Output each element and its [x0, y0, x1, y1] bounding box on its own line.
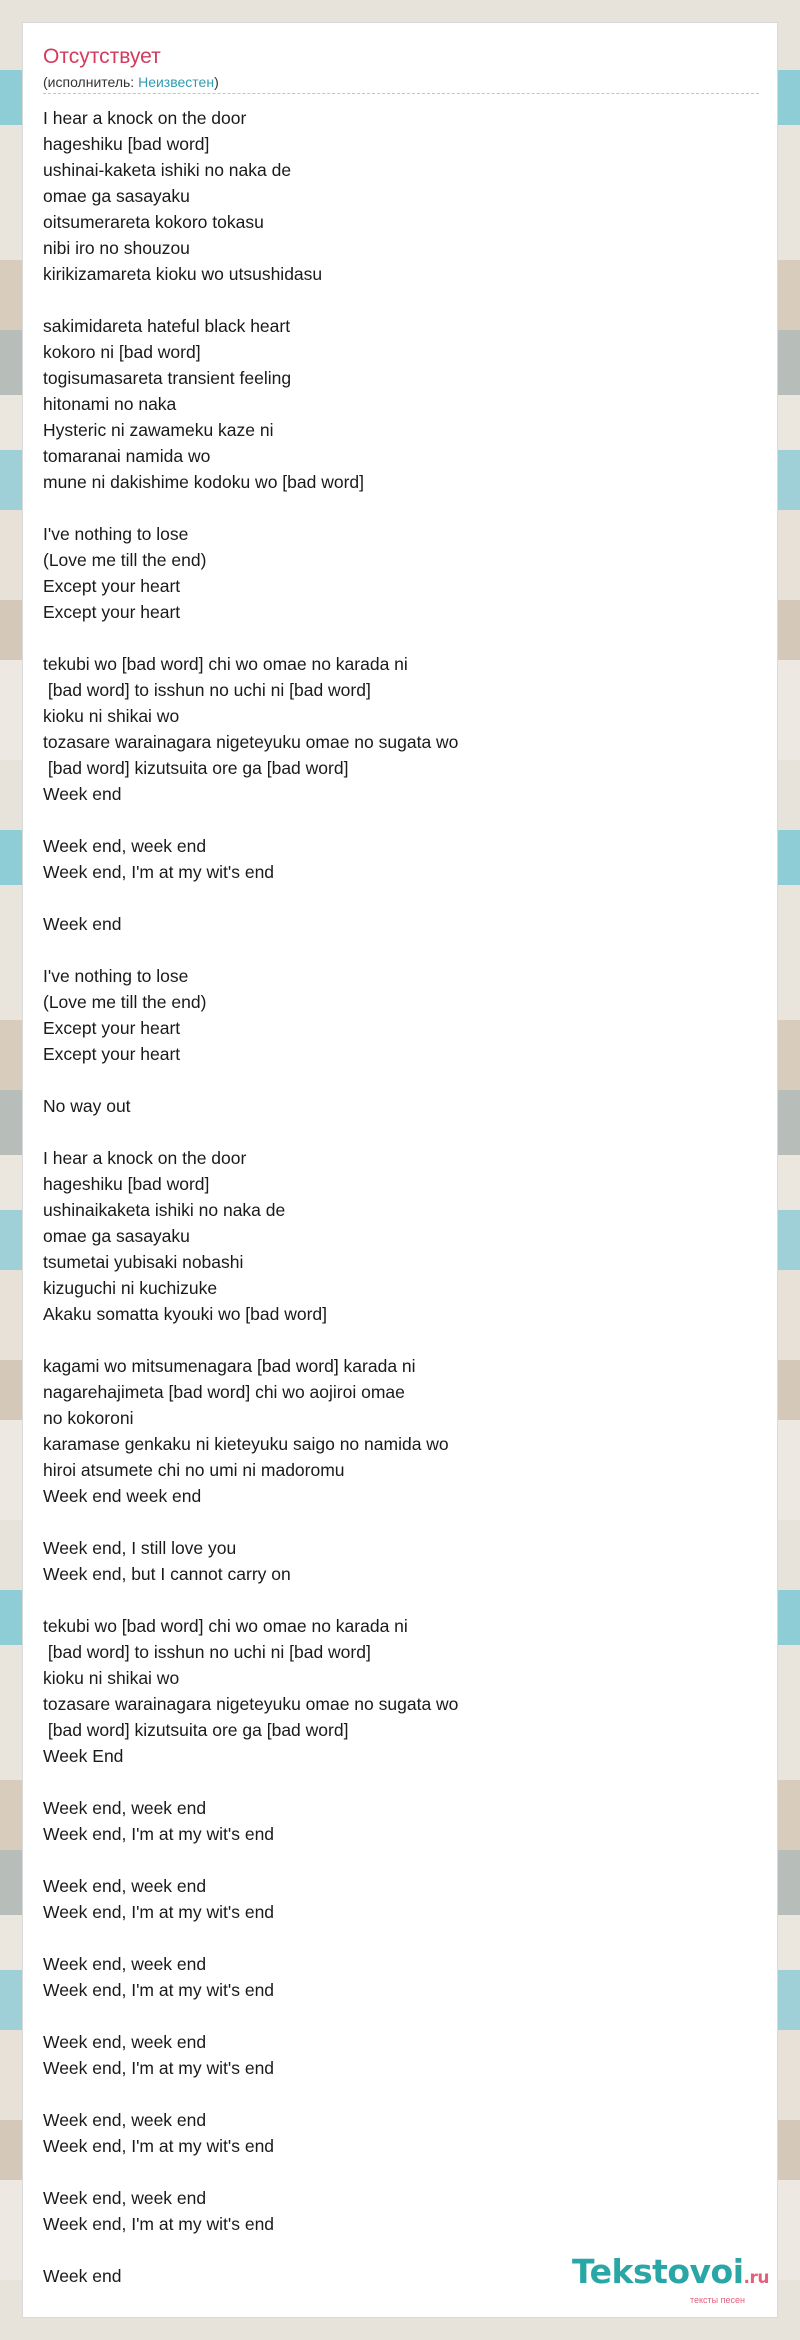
lyric-line: hageshiku [bad word] [43, 1174, 210, 1194]
lyric-line: Week end, week end [43, 2032, 207, 2052]
lyric-line: kioku ni shikai wo [43, 1668, 180, 1688]
lyric-line: Week end, I'm at my wit's end [43, 1980, 275, 2000]
lyric-line: Week end, I still love you [43, 1538, 237, 1558]
lyric-line: Week end, I'm at my wit's end [43, 2136, 275, 2156]
lyric-line: Week end, I'm at my wit's end [43, 862, 275, 882]
lyric-line: tozasare warainagara nigeteyuku omae no sugata wo [43, 1694, 459, 1714]
lyric-line: (Love me till the end) [43, 992, 207, 1012]
lyric-line [43, 1327, 759, 1353]
lyric-line: kagami wo mitsumenagara [bad word] karada ni [43, 1356, 416, 1376]
lyric-line: hiroi atsumete chi no umi ni madoromu [43, 1460, 345, 1480]
lyric-line: Week end, week end [43, 836, 207, 856]
lyric-line: omae ga sasayaku [43, 186, 190, 206]
lyric-line: I hear a knock on the door [43, 108, 247, 128]
lyric-line: Hysteric ni zawameku kaze ni [43, 420, 274, 440]
lyric-line: kirikizamareta kioku wo utsushidasu [43, 264, 323, 284]
site-logo[interactable] [572, 2252, 769, 2305]
lyric-line: I've nothing to lose [43, 966, 189, 986]
lyric-line: Week end, week end [43, 1798, 207, 1818]
logo-tld: .ru [743, 2268, 769, 2288]
lyric-line: Except your heart [43, 576, 181, 596]
lyric-line: Week end, I'm at my wit's end [43, 1824, 275, 1844]
lyric-line: [bad word] kizutsuita ore ga [bad word] [43, 758, 349, 778]
lyric-line: I've nothing to lose [43, 524, 189, 544]
lyric-line: Week end [43, 914, 122, 934]
lyric-line [43, 287, 759, 313]
lyric-line [43, 885, 759, 911]
lyric-line [43, 1509, 759, 1535]
lyric-line: Week end, but I cannot carry on [43, 1564, 291, 1584]
lyric-line: togisumasareta transient feeling [43, 368, 292, 388]
lyric-line: nagarehajimeta [bad word] chi wo aojiroi omae [43, 1382, 405, 1402]
lyric-line: omae ga sasayaku [43, 1226, 190, 1246]
lyric-line: Week end, week end [43, 1954, 207, 1974]
lyric-line [43, 937, 759, 963]
lyric-line: tekubi wo [bad word] chi wo omae no karada ni [43, 1616, 408, 1636]
lyrics-text [43, 105, 759, 2289]
lyric-line: Week end [43, 2266, 122, 2286]
lyric-line: Week end, week end [43, 2188, 207, 2208]
artist-prefix: (исполнитель: [43, 74, 139, 90]
title-divider [43, 93, 759, 94]
lyric-line: Except your heart [43, 1018, 181, 1038]
lyric-line: No way out [43, 1096, 131, 1116]
lyric-line [43, 1925, 759, 1951]
lyric-line [43, 1119, 759, 1145]
lyric-line [43, 1847, 759, 1873]
lyric-line: oitsumerareta kokoro tokasu [43, 212, 264, 232]
lyric-line: Week end, I'm at my wit's end [43, 2214, 275, 2234]
lyric-line [43, 1067, 759, 1093]
lyric-line: hitonami no naka [43, 394, 177, 414]
lyric-line: kokoro ni [bad word] [43, 342, 201, 362]
lyric-line: ushinai-kaketa ishiki no naka de [43, 160, 292, 180]
lyric-line: sakimidareta hateful black heart [43, 316, 291, 336]
lyric-line [43, 1769, 759, 1795]
lyric-line [43, 495, 759, 521]
artist-suffix: ) [214, 74, 219, 90]
lyric-line [43, 2159, 759, 2185]
lyric-line: Week end, week end [43, 1876, 207, 1896]
lyric-line: [bad word] kizutsuita ore ga [bad word] [43, 1720, 349, 1740]
lyric-line: kioku ni shikai wo [43, 706, 180, 726]
song-title: Отсутствует [43, 45, 161, 68]
artist-link[interactable]: Неизвестен [138, 74, 215, 90]
lyric-line: hageshiku [bad word] [43, 134, 210, 154]
lyric-line: tekubi wo [bad word] chi wo omae no karada ni [43, 654, 408, 674]
lyric-line: I hear a knock on the door [43, 1148, 247, 1168]
lyric-line: Week end, I'm at my wit's end [43, 2058, 275, 2078]
lyric-line [43, 625, 759, 651]
lyric-line: Week End [43, 1746, 124, 1766]
lyric-line: Week end, I'm at my wit's end [43, 1902, 275, 1922]
lyric-line: tsumetai yubisaki nobashi [43, 1252, 244, 1272]
lyric-line [43, 2003, 759, 2029]
lyric-line [43, 2081, 759, 2107]
lyric-line: nibi iro no shouzou [43, 238, 190, 258]
artist-line [43, 74, 219, 90]
lyric-line: (Love me till the end) [43, 550, 207, 570]
lyric-line: tozasare warainagara nigeteyuku omae no sugata wo [43, 732, 459, 752]
lyric-line: [bad word] to isshun no uchi ni [bad word] [43, 1642, 371, 1662]
lyric-line: kizuguchi ni kuchizuke [43, 1278, 218, 1298]
lyric-line: mune ni dakishime kodoku wo [bad word] [43, 472, 365, 492]
lyric-line: Week end week end [43, 1486, 202, 1506]
lyric-line [43, 807, 759, 833]
logo-name: Tekstovoi [572, 2252, 744, 2291]
lyric-line: Akaku somatta kyouki wo [bad word] [43, 1304, 328, 1324]
lyrics-page [22, 22, 778, 2318]
lyric-line [43, 1587, 759, 1613]
lyric-line: Week end [43, 784, 122, 804]
lyric-line: [bad word] to isshun no uchi ni [bad word] [43, 680, 371, 700]
lyric-line: karamase genkaku ni kieteyuku saigo no namida wo [43, 1434, 449, 1454]
lyric-line: Except your heart [43, 1044, 181, 1064]
logo-tagline: тексты песен [689, 2295, 745, 2305]
lyric-line: no kokoroni [43, 1408, 134, 1428]
lyric-line: Week end, week end [43, 2110, 207, 2130]
lyric-line: Except your heart [43, 602, 181, 622]
lyric-line: ushinaikaketa ishiki no naka de [43, 1200, 286, 1220]
lyric-line: tomaranai namida wo [43, 446, 211, 466]
